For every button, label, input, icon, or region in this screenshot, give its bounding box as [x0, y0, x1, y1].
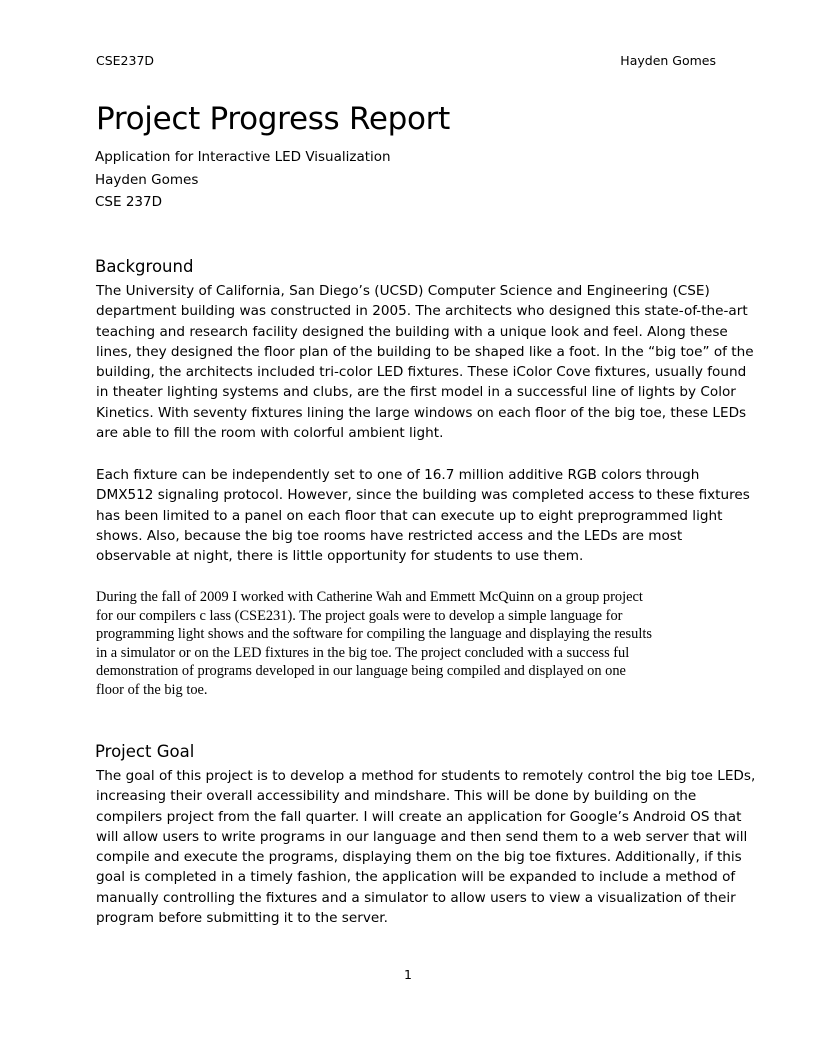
text-line: Each fixture can be independently set to one of 16.7 million additive RGB colors through: [96, 467, 700, 483]
text-line: department building was constructed in 2005. The architects who designed this state-of-the-art: [96, 303, 748, 320]
text-line: The University of California, San Diego’s (UCSD) Computer Science and Engineering (CSE): [96, 283, 710, 299]
text-line: shows. Also, because the big toe rooms have restricted access and the LEDs are most: [96, 527, 683, 544]
text-line: for our compilers c lass (CSE231). The project goals were to develop a simple language for: [96, 607, 623, 624]
text-line: teaching and research facility designed the building with a unique look and feel. Along these: [96, 323, 728, 340]
text-line: has been limited to a panel on each floor that can execute up to eight preprogrammed light: [96, 507, 723, 524]
document-course: CSE 237D: [95, 194, 162, 210]
text-line: program before submitting it to the server.: [96, 910, 388, 927]
text-line: demonstration of programs developed in our language being compiled and displayed on one: [96, 663, 626, 679]
text-line: floor of the big toe.: [96, 681, 208, 698]
text-line: Kinetics. With seventy fixtures lining the large windows on each floor of the big toe, these LEDs: [96, 404, 747, 421]
document-subtitle: Application for Interactive LED Visualization: [95, 149, 391, 165]
document-author: Hayden Gomes: [95, 171, 199, 188]
text-line: During the fall of 2009 I worked with Catherine Wah and Emmett McQuinn on a group project: [96, 589, 643, 605]
text-line: lines, they designed the floor plan of the building to be shaped like a foot. In the “big toe” of the: [96, 343, 754, 360]
page-number: 1: [404, 967, 412, 982]
page-title: Project Progress Report: [96, 101, 450, 137]
text-line: observable at night, there is little opportunity for students to use them.: [96, 548, 584, 565]
header-author: Hayden Gomes: [620, 53, 716, 68]
text-line: building, the architects included tri-color LED fixtures. These iColor Cove fixtures, usually found: [96, 364, 747, 381]
text-line: in a simulator or on the LED fixtures in the big toe. The project concluded with a success ful: [96, 644, 630, 661]
text-line: increasing their overall accessibility and mindshare. This will be done by building on the: [96, 788, 697, 805]
header-course: CSE237D: [96, 53, 155, 68]
text-line: goal is completed in a timely fashion, the application will be expanded to include a method of: [96, 869, 736, 886]
project-goal-heading: Project Goal: [95, 742, 195, 761]
text-line: manually controlling the fixtures and a simulator to allow users to view a visualization of their: [96, 889, 736, 906]
project-goal-paragraph: [96, 766, 756, 928]
text-line: The goal of this project is to develop a method for students to remotely control the big toe LEDs,: [96, 768, 756, 784]
text-line: programming light shows and the software for compiling the language and displaying the results: [96, 626, 652, 642]
text-line: in theater lighting systems and clubs, are the first model in a successful line of lights by Color: [96, 384, 736, 401]
background-heading: Background: [95, 257, 194, 276]
background-paragraph-3: [96, 588, 652, 699]
background-paragraph-2: [96, 465, 750, 566]
text-line: DMX512 signaling protocol. However, since the building was completed access to these fixtures: [96, 487, 750, 504]
text-line: are able to fill the room with colorful ambient light.: [96, 425, 444, 442]
text-line: compile and execute the programs, displaying them on the big toe fixtures. Additionally, if this: [96, 849, 742, 866]
text-line: will allow users to write programs in our language and then send them to a web server that will: [96, 828, 748, 845]
text-line: compilers project from the fall quarter. I will create an application for Google’s Android OS that: [96, 808, 742, 825]
document-meta: [95, 146, 391, 214]
background-paragraph-1: [96, 281, 754, 443]
